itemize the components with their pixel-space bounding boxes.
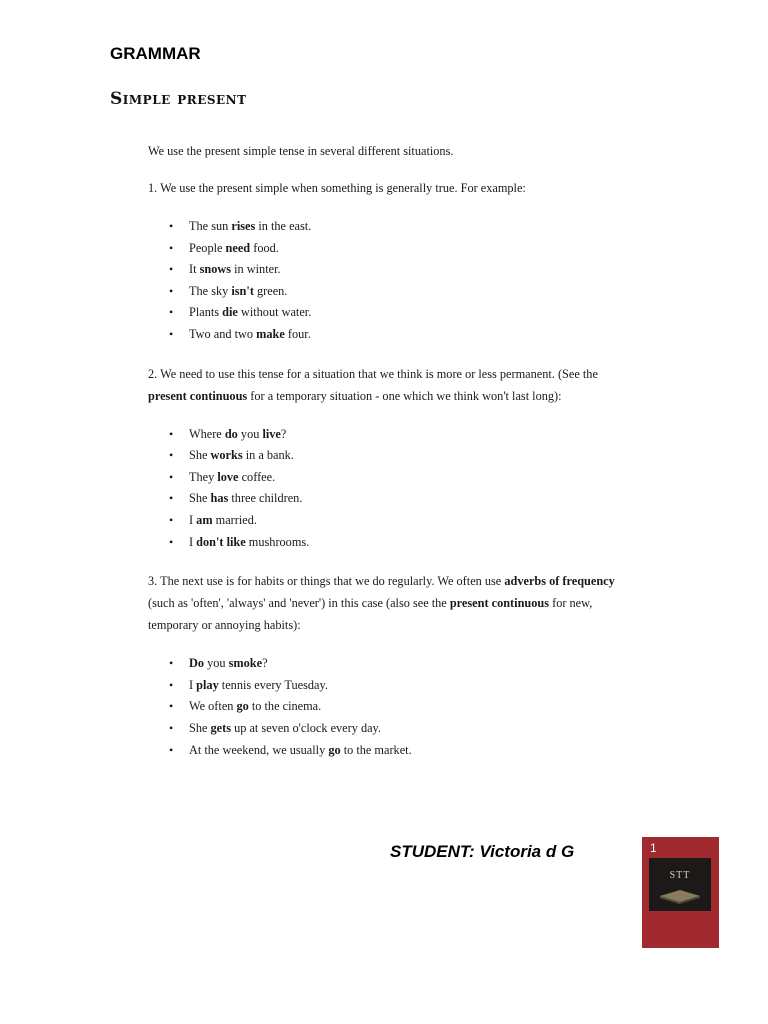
text-run: Plants bbox=[189, 305, 223, 320]
page-heading: GRAMMAR bbox=[110, 44, 201, 63]
text-run: 3. The next use is for habits or things that we do regularly. We often use bbox=[148, 574, 505, 589]
text-run: in a bank. bbox=[242, 448, 294, 463]
bold-text: Do bbox=[189, 656, 205, 671]
list-item bbox=[148, 718, 618, 740]
list-item bbox=[148, 324, 618, 346]
bold-text: present continuous bbox=[449, 596, 550, 611]
example-list bbox=[148, 216, 618, 346]
bold-text: go bbox=[328, 742, 341, 757]
bold-text: do bbox=[224, 426, 238, 441]
example-list bbox=[148, 653, 618, 761]
bold-text: adverbs of frequency bbox=[504, 574, 615, 589]
section-text bbox=[148, 177, 618, 199]
bold-text: play bbox=[196, 677, 219, 692]
bold-text: works bbox=[210, 448, 243, 463]
text-run: I bbox=[189, 677, 197, 692]
bold-text: rises bbox=[231, 219, 256, 233]
text-run: (such as 'often', 'always' and 'never') in this case (also see the bbox=[148, 596, 450, 611]
text-run: At the weekend, we usually bbox=[189, 742, 329, 757]
bold-text: don't like bbox=[196, 534, 246, 549]
bold-text: go bbox=[236, 699, 249, 714]
text-run: green. bbox=[253, 283, 288, 298]
bold-text: die bbox=[222, 305, 238, 320]
text-run: four. bbox=[284, 326, 311, 341]
text-run: The sun bbox=[189, 219, 232, 233]
text-run: three children. bbox=[228, 491, 303, 506]
student-name: STUDENT: Victoria d G bbox=[390, 842, 575, 861]
book-icon bbox=[658, 886, 702, 904]
bold-text: present continuous bbox=[148, 388, 248, 403]
text-run: without water. bbox=[237, 305, 312, 320]
list-item bbox=[148, 467, 618, 489]
text-run: 1. We use the present simple when something is generally true. For example: bbox=[148, 181, 526, 195]
text-run: married. bbox=[212, 512, 257, 527]
text-run: Two and two bbox=[189, 326, 257, 341]
text-run: The sky bbox=[189, 283, 232, 298]
page-number: 1 bbox=[650, 841, 657, 855]
text-run: She bbox=[189, 448, 211, 463]
list-item bbox=[148, 302, 618, 324]
bold-text: snows bbox=[199, 262, 232, 277]
text-run: coffee. bbox=[238, 469, 276, 484]
text-run: in the east. bbox=[255, 219, 312, 233]
text-run: I bbox=[189, 534, 197, 549]
bold-text: smoke bbox=[228, 656, 263, 671]
list-item bbox=[148, 532, 618, 554]
page-badge bbox=[642, 837, 719, 948]
text-run: She bbox=[189, 491, 211, 506]
text-run: She bbox=[189, 720, 211, 735]
text-run: tennis every Tuesday. bbox=[218, 677, 328, 692]
bold-text: love bbox=[217, 469, 239, 484]
document-content bbox=[148, 140, 618, 778]
bold-text: isn't bbox=[231, 283, 254, 298]
list-item bbox=[148, 653, 618, 675]
list-item bbox=[148, 424, 618, 446]
bold-text: need bbox=[225, 240, 251, 255]
bold-text: has bbox=[210, 491, 229, 506]
text-run: to the cinema. bbox=[248, 699, 322, 714]
list-item bbox=[148, 238, 618, 260]
text-run: They bbox=[189, 469, 218, 484]
text-run: 2. We need to use this tense for a situation that we think is more or less permanent. (See the bbox=[148, 366, 598, 381]
intro-text: We use the present simple tense in several different situations. bbox=[148, 144, 454, 158]
text-run: ? bbox=[262, 656, 268, 671]
text-run: you bbox=[204, 656, 229, 671]
example-list bbox=[148, 424, 618, 554]
list-item bbox=[148, 510, 618, 532]
bold-text: am bbox=[196, 512, 213, 527]
text-run: I bbox=[189, 512, 197, 527]
section-text bbox=[148, 570, 618, 636]
text-run: mushrooms. bbox=[245, 534, 310, 549]
text-run: Where bbox=[189, 426, 225, 441]
list-item bbox=[148, 259, 618, 281]
list-item bbox=[148, 675, 618, 697]
bold-text: make bbox=[256, 326, 285, 341]
text-run: People bbox=[189, 240, 226, 255]
text-run: in winter. bbox=[231, 262, 281, 277]
list-item bbox=[148, 488, 618, 510]
text-run: food. bbox=[250, 240, 279, 255]
logo-text: STT bbox=[669, 870, 691, 881]
list-item bbox=[148, 445, 618, 467]
text-run: It bbox=[189, 262, 200, 277]
list-item bbox=[148, 216, 618, 238]
list-item bbox=[148, 696, 618, 718]
text-run: for new, temporary or annoying habits): bbox=[148, 596, 593, 633]
section-text bbox=[148, 363, 618, 407]
list-item bbox=[148, 281, 618, 303]
bold-text: live bbox=[262, 426, 281, 441]
bold-text: gets bbox=[210, 720, 232, 735]
text-run: We often bbox=[189, 699, 237, 714]
text-run: for a temporary situation - one which we think won't last long): bbox=[247, 388, 562, 403]
text-run: to the market. bbox=[340, 742, 412, 757]
text-run: you bbox=[237, 426, 263, 441]
page-subheading: Simple present bbox=[110, 89, 247, 109]
text-run: ? bbox=[280, 426, 287, 441]
list-item bbox=[148, 740, 618, 762]
sections-container bbox=[148, 177, 618, 761]
logo-image bbox=[649, 858, 711, 911]
text-run: up at seven o'clock every day. bbox=[231, 720, 381, 735]
